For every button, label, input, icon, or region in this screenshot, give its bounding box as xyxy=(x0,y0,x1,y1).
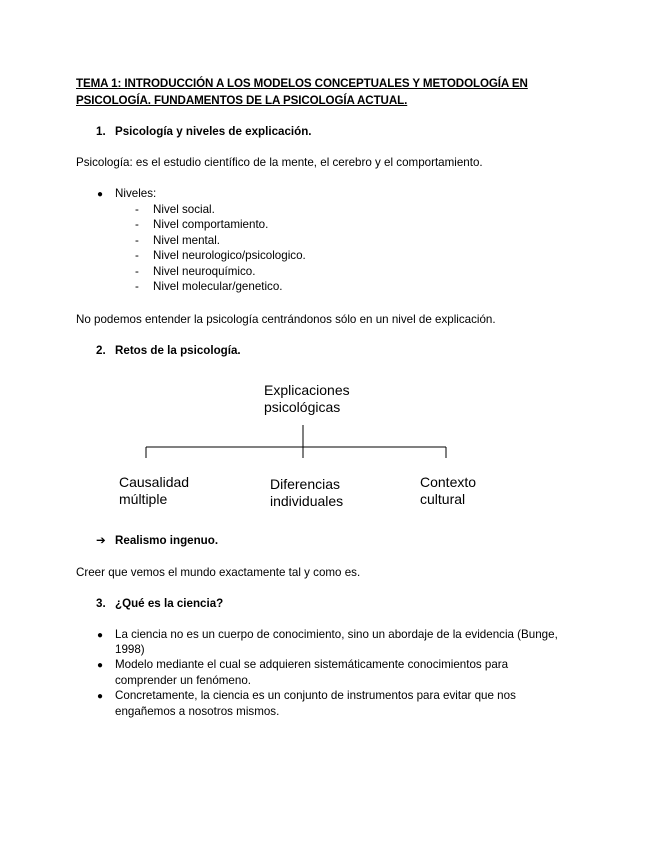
diagram-child2-line2: individuales xyxy=(270,493,344,509)
section-2-number: 2. xyxy=(96,344,106,357)
dash-icon: - xyxy=(135,234,139,247)
diagram-child3-line2: cultural xyxy=(420,491,466,507)
diagram-child1-line1: Causalidad xyxy=(119,474,190,490)
dash-icon: - xyxy=(135,249,139,262)
arrow-icon: ➔ xyxy=(96,534,106,547)
document-title-line1: TEMA 1: INTRODUCCIÓN A LOS MODELOS CONCEPTUALES Y METODOLOGÍA EN xyxy=(76,77,528,90)
section-2-heading: Retos de la psicología. xyxy=(115,344,241,357)
level-item: Nivel molecular/genetico. xyxy=(153,280,283,293)
bullet-icon: ● xyxy=(97,189,104,200)
levels-label: Niveles: xyxy=(115,187,157,200)
level-item: Nivel comportamiento. xyxy=(153,218,269,231)
diagram-child3-line1: Contexto xyxy=(420,474,477,490)
section-3-heading: ¿Qué es la ciencia? xyxy=(115,597,224,610)
level-item: Nivel mental. xyxy=(153,234,221,247)
section-1-heading: Psicología y niveles de explicación. xyxy=(115,125,312,138)
dash-icon: - xyxy=(135,203,139,216)
bullet-icon: ● xyxy=(97,691,104,702)
science-bullet-line: Concretamente, la ciencia es un conjunto de instrumentos para evitar que nos xyxy=(115,689,516,702)
dash-icon: - xyxy=(135,265,139,278)
naive-realism-heading: Realismo ingenuo. xyxy=(115,534,219,547)
levels-conclusion: No podemos entender la psicología centrándonos sólo en un nivel de explicación. xyxy=(76,313,496,326)
diagram-child2-line1: Diferencias xyxy=(270,476,341,492)
science-bullet-line: engañemos a nosotros mismos. xyxy=(115,705,280,718)
science-bullet-line: La ciencia no es un cuerpo de conocimiento, sino un abordaje de la evidencia (Bunge, xyxy=(115,628,558,641)
diagram-root-line1: Explicaciones xyxy=(264,382,350,398)
diagram-root-line2: psicológicas xyxy=(264,399,341,415)
dash-icon: - xyxy=(135,218,139,231)
document-title-line2: PSICOLOGÍA. FUNDAMENTOS DE LA PSICOLOGÍA ACTUAL. xyxy=(76,94,408,107)
level-item: Nivel neuroquímico. xyxy=(153,265,256,278)
naive-realism-text: Creer que vemos el mundo exactamente tal y como es. xyxy=(76,566,361,579)
bullet-icon: ● xyxy=(97,630,104,641)
diagram-child1-line2: múltiple xyxy=(119,491,168,507)
level-item: Nivel neurologico/psicologico. xyxy=(153,249,306,262)
science-bullet-line: 1998) xyxy=(115,643,145,656)
section-3-number: 3. xyxy=(96,597,106,610)
science-bullet-line: comprender un fenómeno. xyxy=(115,674,251,687)
psychology-definition: Psicología: es el estudio científico de la mente, el cerebro y el comportamiento. xyxy=(76,156,483,169)
bullet-icon: ● xyxy=(97,660,104,671)
dash-icon: - xyxy=(135,280,139,293)
science-bullet-line: Modelo mediante el cual se adquieren sistemáticamente conocimientos para xyxy=(115,658,509,671)
section-1-number: 1. xyxy=(96,125,106,138)
level-item: Nivel social. xyxy=(153,203,215,216)
